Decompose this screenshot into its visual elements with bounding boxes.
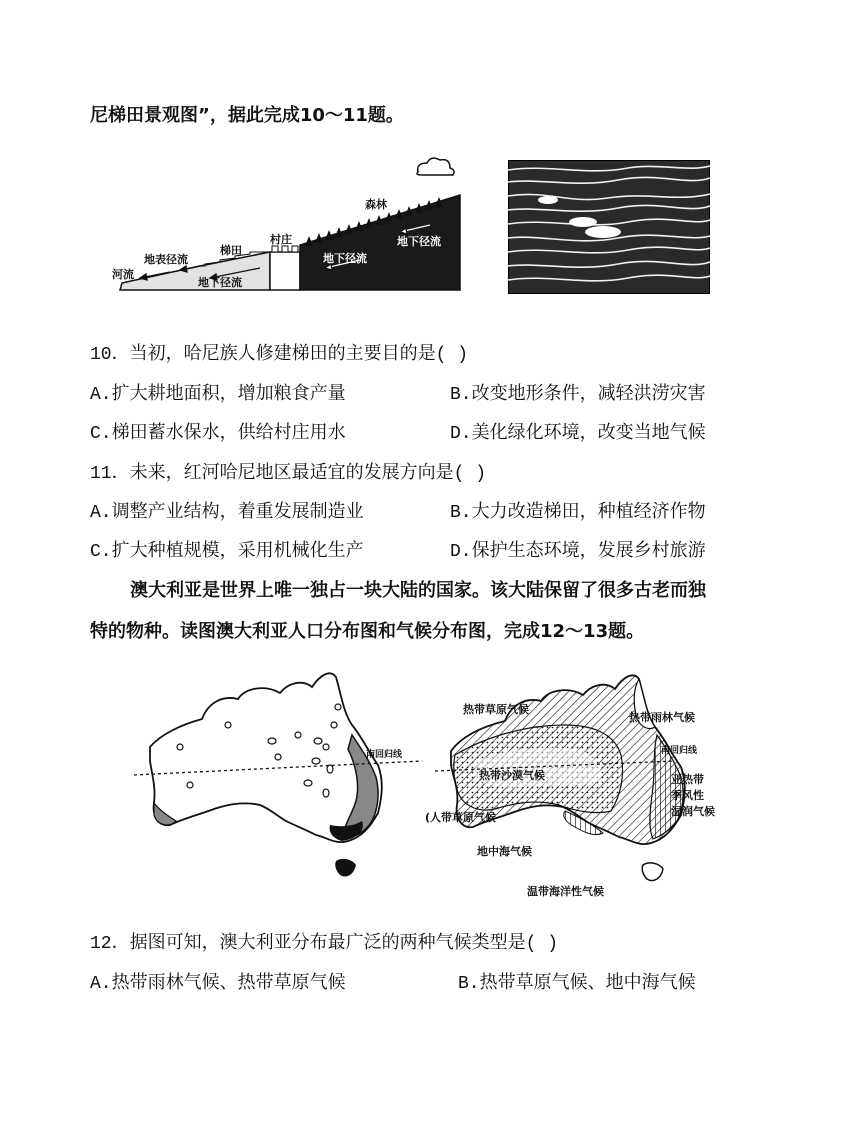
label-groundwater-3: 地下径流 — [397, 235, 441, 248]
village-block — [270, 252, 300, 290]
label-subtropical-1: 亚热带 — [671, 773, 704, 786]
label-temperate-marine: 温带海洋性气候 — [527, 885, 604, 898]
q11-option-a[interactable]: A.调整产业结构，着重发展制造业 — [90, 503, 364, 523]
q11-option-c[interactable]: C.扩大种植规模，采用机械化生产 — [90, 542, 364, 562]
label-tropical-desert: 热带沙漠气候 — [479, 769, 545, 782]
tropic-label: 南回归线 — [366, 750, 403, 760]
australia-population-map — [130, 665, 425, 895]
label-subtropical-2: 季风性 — [671, 789, 704, 802]
terrace-landscape-photo — [508, 160, 710, 294]
q12-option-a[interactable]: A.热带雨林气候、热带草原气候 — [90, 974, 346, 994]
q11-stem: 11．未来，红河哈尼地区最适宜的发展方向是( ) — [90, 464, 487, 484]
tasmania — [335, 859, 356, 877]
terrace-cross-section-diagram — [110, 150, 470, 300]
q11-option-d[interactable]: D.保护生态环境，发展乡村旅游 — [450, 542, 706, 562]
label-mediterranean: 地中海气候 — [477, 845, 532, 858]
q10-option-a[interactable]: A.扩大耕地面积，增加粮食产量 — [90, 385, 346, 405]
label-surface-runoff: 地表径流 — [144, 253, 188, 266]
village-houses — [272, 246, 298, 252]
australia-intro-line1: 澳大利亚是世界上唯一独占一块大陆的国家。该大陆保留了很多古老而独 — [130, 580, 706, 601]
cloud-icon — [417, 158, 454, 175]
australia-intro-line2: 特的物种。读图澳大利亚人口分布图和气候分布图，完成12～13题。 — [90, 621, 645, 642]
label-groundwater-1: 地下径流 — [198, 276, 242, 289]
q10-stem: 10．当初，哈尼族人修建梯田的主要目的是( ) — [90, 345, 469, 365]
label-subtropical-3: 湿润气候 — [671, 805, 715, 818]
label-river: 河流 — [112, 268, 134, 281]
label-tropical-rainforest: 热带雨林气候 — [629, 711, 695, 724]
label-tropical-savanna-south: (人带草原气候 — [425, 811, 497, 824]
label-groundwater-2: 地下径流 — [323, 252, 367, 265]
q10-option-d[interactable]: D.美化绿化环境，改变当地气候 — [450, 424, 706, 444]
label-village: 村庄 — [270, 233, 292, 246]
q12-stem: 12．据图可知，澳大利亚分布最广泛的两种气候类型是( ) — [90, 934, 559, 954]
q12-option-b[interactable]: B.热带草原气候、地中海气候 — [458, 974, 696, 994]
q10-option-c[interactable]: C.梯田蓄水保水，供给村庄用水 — [90, 424, 346, 444]
label-terrace: 梯田 — [220, 244, 242, 257]
label-forest: 森林 — [365, 198, 387, 211]
label-tropic: 南回归线 — [661, 746, 698, 756]
australia-outline — [150, 673, 382, 842]
q10-option-b[interactable]: B.改变地形条件，减轻洪涝灾害 — [450, 385, 706, 405]
australia-climate-map — [425, 665, 745, 900]
intro-tail: 尼梯田景观图”，据此完成10～11题。 — [90, 105, 404, 126]
label-tropical-savanna-north: 热带草原气候 — [463, 703, 529, 716]
tasmania-climate — [642, 863, 663, 881]
q11-option-b[interactable]: B.大力改造梯田，种植经济作物 — [450, 503, 706, 523]
